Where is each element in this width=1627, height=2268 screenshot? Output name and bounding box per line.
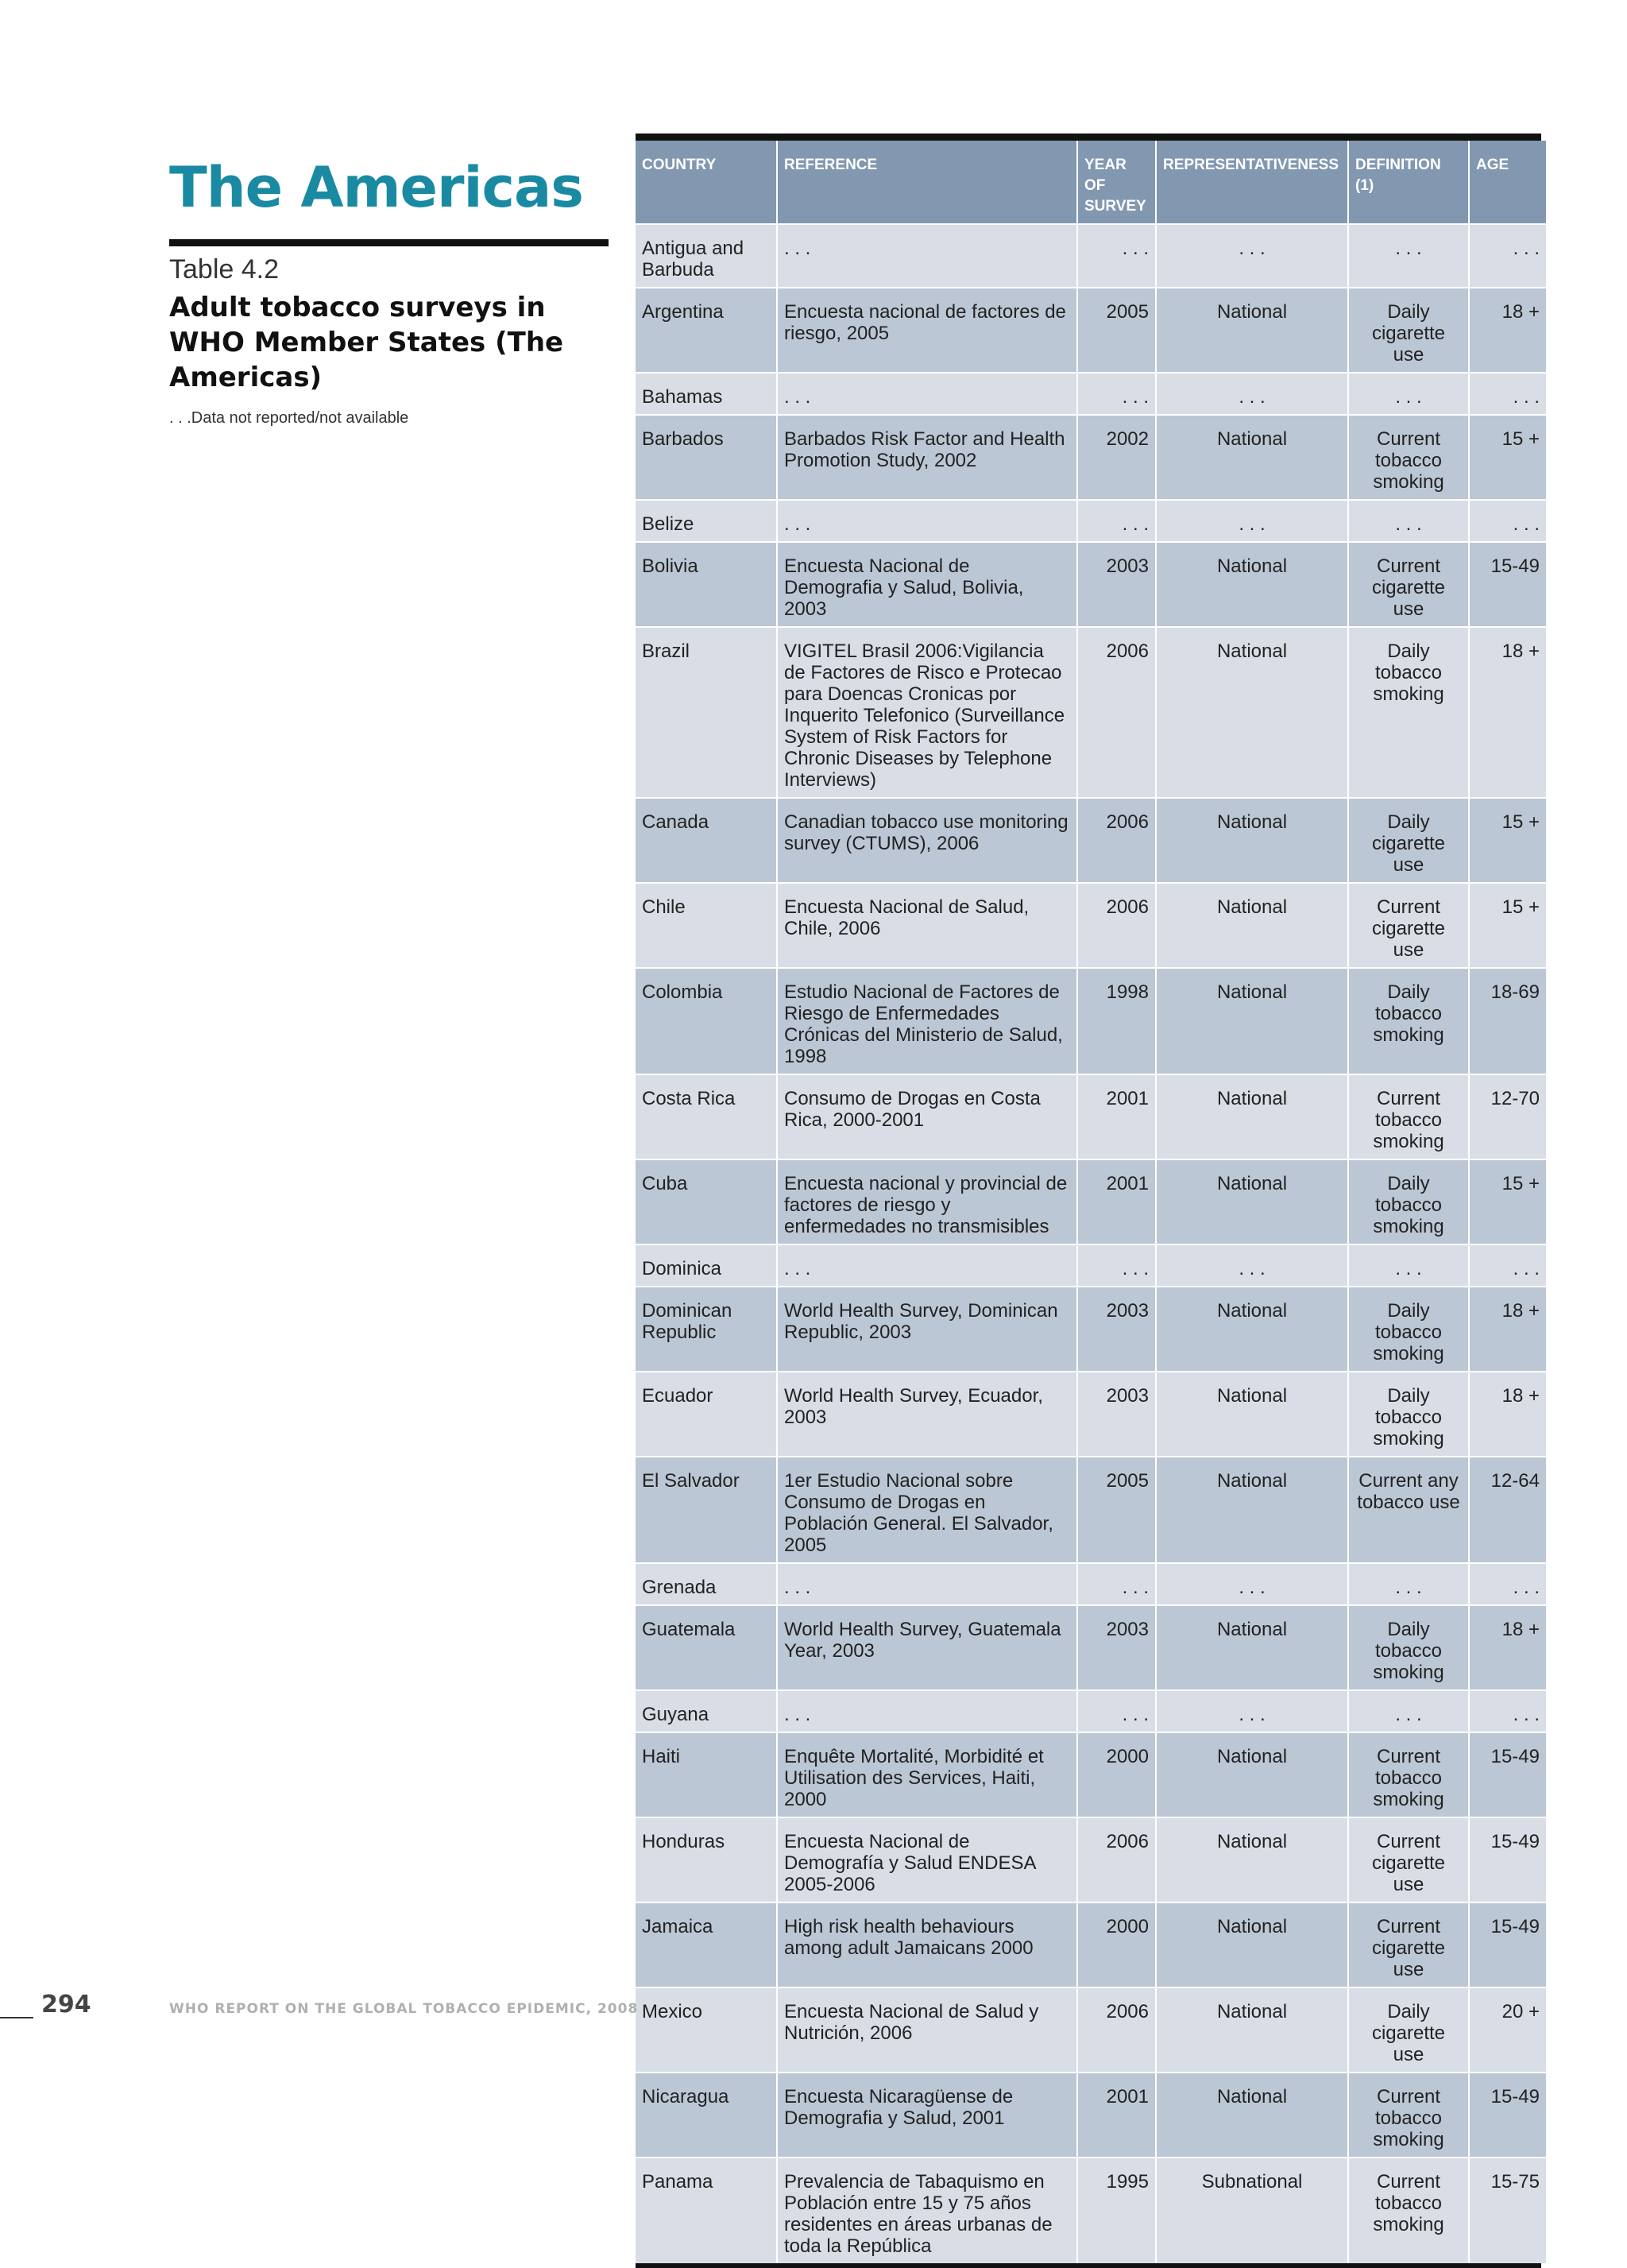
- cell-reference: World Health Survey, Ecuador, 2003: [777, 1372, 1077, 1457]
- cell-year: 2002: [1077, 415, 1156, 500]
- cell-age: . . .: [1469, 500, 1546, 542]
- cell-representativeness: National: [1156, 288, 1348, 373]
- table-row: [636, 1287, 1546, 1372]
- cell-country: Haiti: [636, 1732, 777, 1817]
- table-row: [636, 883, 1546, 968]
- cell-year: . . .: [1077, 1690, 1156, 1732]
- cell-age: . . .: [1469, 1563, 1546, 1605]
- cell-definition: Daily cigarette use: [1348, 288, 1469, 373]
- cell-reference: VIGITEL Brasil 2006:Vigilancia de Factores de Risco e Protecao para Doencas Cronicas por Inquerito Telefonico (Surveillance System of Risk Factors for Chronic Diseases by Telephone Interviews): [777, 627, 1077, 798]
- cell-year: 2006: [1077, 627, 1156, 798]
- table-row: [636, 2158, 1546, 2263]
- table-row: [636, 1159, 1546, 1244]
- cell-country: Brazil: [636, 627, 777, 798]
- cell-country: Grenada: [636, 1563, 777, 1605]
- cell-age: 20 +: [1469, 1987, 1546, 2073]
- table-row: [636, 1244, 1546, 1287]
- cell-reference: High risk health behaviours among adult Jamaicans 2000: [777, 1902, 1077, 1987]
- cell-country: Nicaragua: [636, 2073, 777, 2158]
- cell-country: Belize: [636, 500, 777, 542]
- table-row: [636, 373, 1546, 415]
- cell-representativeness: National: [1156, 1159, 1348, 1244]
- cell-age: 15-75: [1469, 2158, 1546, 2263]
- cell-definition: Daily cigarette use: [1348, 798, 1469, 883]
- cell-country: Colombia: [636, 968, 777, 1074]
- cell-age: . . .: [1469, 1244, 1546, 1287]
- cell-age: . . .: [1469, 1690, 1546, 1732]
- cell-representativeness: National: [1156, 883, 1348, 968]
- cell-reference: Encuesta Nacional de Salud, Chile, 2006: [777, 883, 1077, 968]
- cell-year: 2003: [1077, 1372, 1156, 1457]
- cell-reference: Prevalencia de Tabaquismo en Población entre 15 y 75 años residentes en áreas urbanas de toda la República: [777, 2158, 1077, 2263]
- cell-age: 12-70: [1469, 1074, 1546, 1159]
- table-row: [636, 2073, 1546, 2158]
- cell-country: Bahamas: [636, 373, 777, 415]
- cell-representativeness: National: [1156, 1287, 1348, 1372]
- table-row: [636, 224, 1546, 288]
- cell-year: 2000: [1077, 1902, 1156, 1987]
- table-label: Table 4.2: [169, 254, 279, 284]
- cell-country: Canada: [636, 798, 777, 883]
- table-row: [636, 500, 1546, 542]
- cell-definition: . . .: [1348, 500, 1469, 542]
- cell-age: 15-49: [1469, 1817, 1546, 1902]
- cell-representativeness: National: [1156, 1987, 1348, 2073]
- cell-definition: Daily tobacco smoking: [1348, 1287, 1469, 1372]
- cell-representativeness: National: [1156, 542, 1348, 627]
- header-country: COUNTRY: [636, 141, 777, 224]
- cell-definition: Current tobacco smoking: [1348, 1732, 1469, 1817]
- cell-year: . . .: [1077, 373, 1156, 415]
- cell-country: Barbados: [636, 415, 777, 500]
- cell-reference: Enquête Mortalité, Morbidité et Utilisation des Services, Haiti, 2000: [777, 1732, 1077, 1817]
- cell-age: 15-49: [1469, 1732, 1546, 1817]
- cell-country: Chile: [636, 883, 777, 968]
- cell-definition: . . .: [1348, 1244, 1469, 1287]
- cell-reference: World Health Survey, Dominican Republic, 2003: [777, 1287, 1077, 1372]
- cell-country: Jamaica: [636, 1902, 777, 1987]
- cell-definition: Current cigarette use: [1348, 542, 1469, 627]
- cell-country: Costa Rica: [636, 1074, 777, 1159]
- cell-definition: Daily tobacco smoking: [1348, 1372, 1469, 1457]
- table-row: [636, 1372, 1546, 1457]
- page-number: 294: [41, 1991, 91, 2018]
- cell-reference: . . .: [777, 1244, 1077, 1287]
- cell-year: 2005: [1077, 288, 1156, 373]
- cell-age: 15-49: [1469, 542, 1546, 627]
- cell-representativeness: National: [1156, 1817, 1348, 1902]
- cell-year: 2000: [1077, 1732, 1156, 1817]
- cell-representativeness: . . .: [1156, 1690, 1348, 1732]
- cell-reference: Encuesta Nicaragüense de Demografia y Salud, 2001: [777, 2073, 1077, 2158]
- cell-definition: Daily tobacco smoking: [1348, 1605, 1469, 1690]
- cell-representativeness: National: [1156, 1732, 1348, 1817]
- cell-country: Ecuador: [636, 1372, 777, 1457]
- cell-year: 2006: [1077, 798, 1156, 883]
- table-row: [636, 1902, 1546, 1987]
- cell-reference: . . .: [777, 373, 1077, 415]
- cell-age: 15 +: [1469, 1159, 1546, 1244]
- header-age: AGE: [1469, 141, 1546, 224]
- cell-country: Panama: [636, 2158, 777, 2263]
- cell-reference: Barbados Risk Factor and Health Promotion Study, 2002: [777, 415, 1077, 500]
- cell-country: Dominican Republic: [636, 1287, 777, 1372]
- survey-table: [636, 141, 1546, 2263]
- cell-definition: Current tobacco smoking: [1348, 2073, 1469, 2158]
- header-reference: REFERENCE: [777, 141, 1077, 224]
- cell-definition: Current cigarette use: [1348, 1902, 1469, 1987]
- cell-representativeness: National: [1156, 2073, 1348, 2158]
- cell-year: 2003: [1077, 1287, 1156, 1372]
- cell-definition: Daily cigarette use: [1348, 1987, 1469, 2073]
- cell-definition: . . .: [1348, 1690, 1469, 1732]
- cell-age: 18 +: [1469, 288, 1546, 373]
- cell-country: Honduras: [636, 1817, 777, 1902]
- cell-representativeness: National: [1156, 415, 1348, 500]
- cell-representativeness: . . .: [1156, 1244, 1348, 1287]
- cell-country: Guyana: [636, 1690, 777, 1732]
- cell-reference: Encuesta Nacional de Salud y Nutrición, 2006: [777, 1987, 1077, 2073]
- cell-year: 2006: [1077, 1817, 1156, 1902]
- cell-age: 18 +: [1469, 1372, 1546, 1457]
- cell-definition: Current tobacco smoking: [1348, 2158, 1469, 2263]
- cell-age: 12-64: [1469, 1457, 1546, 1563]
- cell-representativeness: National: [1156, 1074, 1348, 1159]
- table-row: [636, 1732, 1546, 1817]
- cell-definition: Current any tobacco use: [1348, 1457, 1469, 1563]
- cell-country: Dominica: [636, 1244, 777, 1287]
- cell-year: 2001: [1077, 2073, 1156, 2158]
- cell-country: Guatemala: [636, 1605, 777, 1690]
- cell-year: 2005: [1077, 1457, 1156, 1563]
- page-heading: The Americas: [169, 155, 583, 220]
- cell-reference: Estudio Nacional de Factores de Riesgo de Enfermedades Crónicas del Ministerio de Salud, 1998: [777, 968, 1077, 1074]
- cell-representativeness: National: [1156, 1457, 1348, 1563]
- survey-table-container: [636, 134, 1541, 2268]
- table-row: [636, 627, 1546, 798]
- cell-definition: Daily tobacco smoking: [1348, 627, 1469, 798]
- cell-reference: Consumo de Drogas en Costa Rica, 2000-2001: [777, 1074, 1077, 1159]
- cell-definition: Current cigarette use: [1348, 883, 1469, 968]
- table-row: [636, 1817, 1546, 1902]
- cell-year: 1995: [1077, 2158, 1156, 2263]
- cell-country: Argentina: [636, 288, 777, 373]
- cell-age: 18 +: [1469, 1605, 1546, 1690]
- cell-reference: Encuesta nacional y provincial de factores de riesgo y enfermedades no transmisibles: [777, 1159, 1077, 1244]
- cell-year: 2003: [1077, 542, 1156, 627]
- cell-year: 2001: [1077, 1074, 1156, 1159]
- cell-reference: . . .: [777, 1690, 1077, 1732]
- cell-year: . . .: [1077, 1563, 1156, 1605]
- cell-representativeness: National: [1156, 968, 1348, 1074]
- table-body: [636, 224, 1546, 2263]
- cell-reference: Canadian tobacco use monitoring survey (CTUMS), 2006: [777, 798, 1077, 883]
- cell-year: 2006: [1077, 1987, 1156, 2073]
- cell-representativeness: Subnational: [1156, 2158, 1348, 2263]
- cell-age: 18-69: [1469, 968, 1546, 1074]
- header-definition: DEFINITION (1): [1348, 141, 1469, 224]
- cell-reference: . . .: [777, 500, 1077, 542]
- cell-representativeness: . . .: [1156, 373, 1348, 415]
- cell-country: El Salvador: [636, 1457, 777, 1563]
- cell-representativeness: . . .: [1156, 224, 1348, 288]
- cell-definition: Current tobacco smoking: [1348, 415, 1469, 500]
- cell-reference: 1er Estudio Nacional sobre Consumo de Drogas en Población General. El Salvador, 2005: [777, 1457, 1077, 1563]
- cell-reference: . . .: [777, 224, 1077, 288]
- cell-reference: Encuesta nacional de factores de riesgo, 2005: [777, 288, 1077, 373]
- cell-year: 2006: [1077, 883, 1156, 968]
- table-header-row: [636, 141, 1546, 224]
- cell-definition: Current tobacco smoking: [1348, 1074, 1469, 1159]
- missing-data-note: . . .Data not reported/not available: [169, 409, 409, 427]
- cell-age: 15 +: [1469, 883, 1546, 968]
- cell-representativeness: . . .: [1156, 500, 1348, 542]
- cell-representativeness: National: [1156, 1902, 1348, 1987]
- cell-representativeness: National: [1156, 627, 1348, 798]
- cell-age: 18 +: [1469, 627, 1546, 798]
- cell-definition: . . .: [1348, 224, 1469, 288]
- cell-year: 2003: [1077, 1605, 1156, 1690]
- cell-country: Bolivia: [636, 542, 777, 627]
- cell-year: . . .: [1077, 224, 1156, 288]
- cell-reference: Encuesta Nacional de Demografia y Salud, Bolivia, 2003: [777, 542, 1077, 627]
- header-year: YEAR OF SURVEY: [1077, 141, 1156, 224]
- cell-country: Mexico: [636, 1987, 777, 2073]
- cell-age: 15-49: [1469, 2073, 1546, 2158]
- cell-definition: . . .: [1348, 1563, 1469, 1605]
- cell-representativeness: . . .: [1156, 1563, 1348, 1605]
- cell-year: . . .: [1077, 1244, 1156, 1287]
- table-row: [636, 1605, 1546, 1690]
- cell-year: 1998: [1077, 968, 1156, 1074]
- table-row: [636, 798, 1546, 883]
- table-row: [636, 542, 1546, 627]
- cell-representativeness: National: [1156, 798, 1348, 883]
- cell-age: 15 +: [1469, 798, 1546, 883]
- table-row: [636, 1987, 1546, 2073]
- footer-text: WHO REPORT ON THE GLOBAL TOBACCO EPIDEMIC, 2008: [169, 2001, 639, 2017]
- table-row: [636, 968, 1546, 1074]
- cell-reference: Encuesta Nacional de Demografía y Salud ENDESA 2005-2006: [777, 1817, 1077, 1902]
- cell-reference: World Health Survey, Guatemala Year, 2003: [777, 1605, 1077, 1690]
- table-row: [636, 1690, 1546, 1732]
- table-row: [636, 1563, 1546, 1605]
- cell-definition: Current cigarette use: [1348, 1817, 1469, 1902]
- cell-definition: . . .: [1348, 373, 1469, 415]
- header-representativeness: REPRESENTATIVENESS: [1156, 141, 1348, 224]
- table-title: Adult tobacco surveys in WHO Member States (The Americas): [169, 292, 564, 393]
- cell-age: . . .: [1469, 373, 1546, 415]
- footer-line: [0, 2017, 33, 2018]
- cell-definition: Daily tobacco smoking: [1348, 968, 1469, 1074]
- cell-country: Cuba: [636, 1159, 777, 1244]
- cell-year: . . .: [1077, 500, 1156, 542]
- cell-definition: Daily tobacco smoking: [1348, 1159, 1469, 1244]
- cell-year: 2001: [1077, 1159, 1156, 1244]
- cell-representativeness: National: [1156, 1605, 1348, 1690]
- cell-age: 15 +: [1469, 415, 1546, 500]
- table-row: [636, 288, 1546, 373]
- cell-representativeness: National: [1156, 1372, 1348, 1457]
- cell-reference: . . .: [777, 1563, 1077, 1605]
- table-row: [636, 415, 1546, 500]
- heading-rule: [169, 239, 609, 246]
- table-row: [636, 1074, 1546, 1159]
- table-row: [636, 1457, 1546, 1563]
- cell-country: Antigua and Barbuda: [636, 224, 777, 288]
- cell-age: 15-49: [1469, 1902, 1546, 1987]
- cell-age: 18 +: [1469, 1287, 1546, 1372]
- cell-age: . . .: [1469, 224, 1546, 288]
